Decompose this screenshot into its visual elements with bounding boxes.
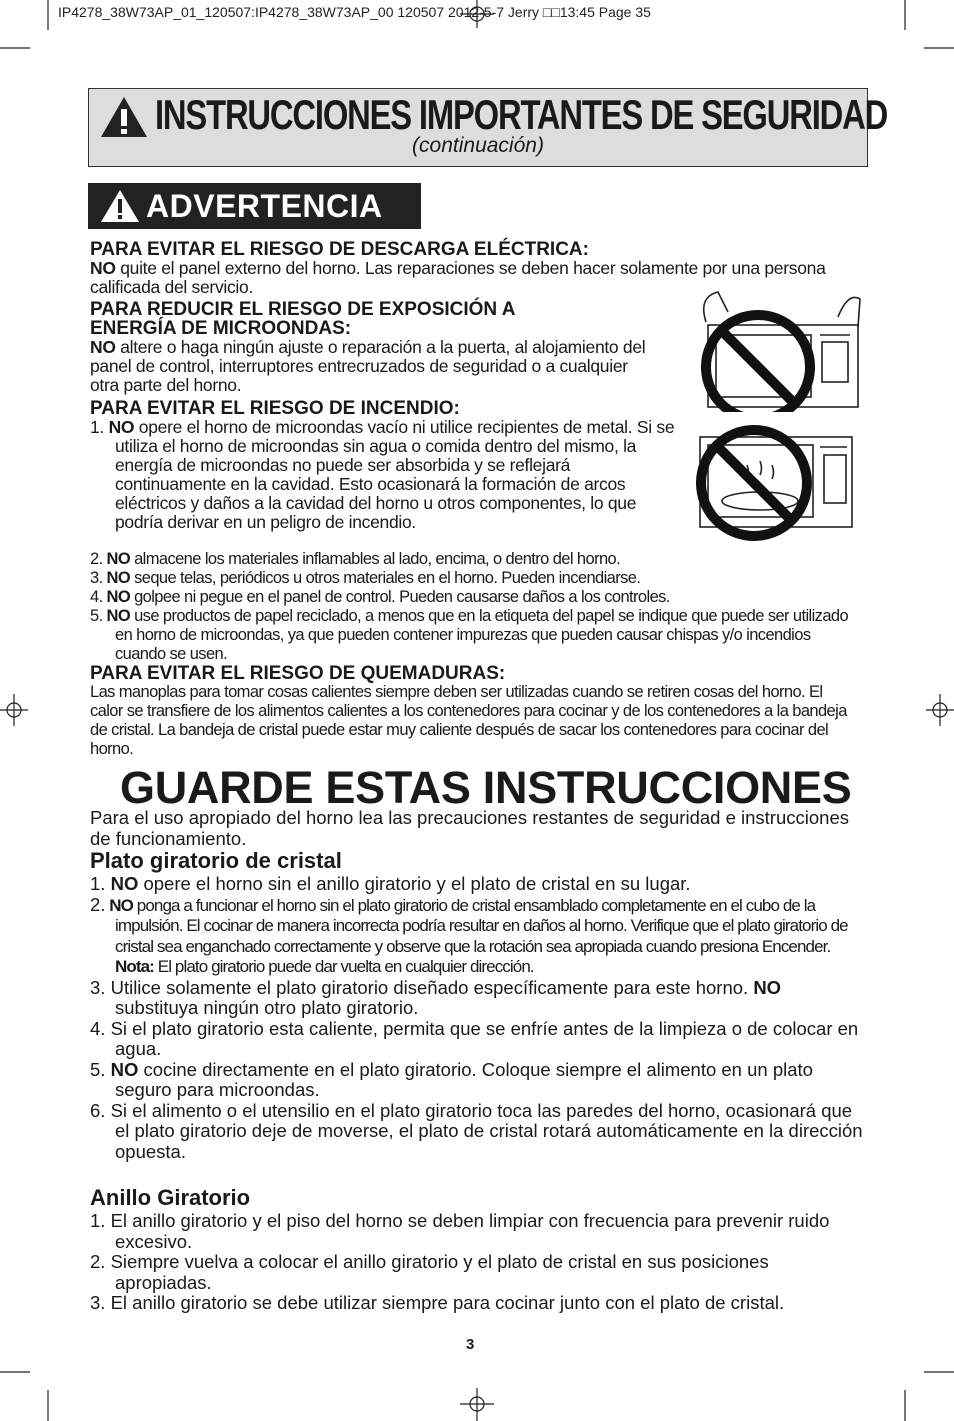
microwave-exposure-section <box>90 300 650 395</box>
list-item: 4. NO golpee ni pegue en el panel de control. Pueden causarse daños a los controles. <box>90 588 670 606</box>
fire-list <box>90 550 852 664</box>
section-heading: PARA EVITAR EL RIESGO DE QUEMADURAS: <box>90 663 506 684</box>
list-item: 2. Siempre vuelva a colocar el anillo giratorio y el plato de cristal en sus posiciones apropiadas. <box>90 1251 769 1293</box>
section-heading: PARA REDUCIR EL RIESGO DE EXPOSICIÓN A <box>90 299 516 320</box>
list-item: 5. NO use productos de papel reciclado, a menos que en la etiqueta del papel se indique que puede ser utilizado en horno de microondas, ya que pueden contener impurezas que pueden causar chispas y/o incendios cuando se usen. <box>90 607 849 663</box>
section-heading: Plato giratorio de cristal <box>90 848 342 873</box>
section-heading: ENERGÍA DE MICROONDAS: <box>90 318 352 339</box>
section-text: NO altere o haga ningún ajuste o reparación a la puerta, al alojamiento del panel de control, interruptores entrecruzados de seguridad o a cualquier otra parte del horno. <box>90 337 646 395</box>
list-item: 2. NO ponga a funcionar el horno sin el plato giratorio de cristal ensamblado completamente en el cubo de la impulsión. El cocinar de manera incorrecta podría resultar en daños al horno. Verifique que el plato giratorio de cristal sea enganchado correctamente y observe que la rotación sea apropiada cuando presiona Encender. Nota: El plato giratorio puede dar vuelta en cualquier dirección. <box>90 893 848 976</box>
glass-tray-section <box>90 848 865 1162</box>
print-slug: IP4278_38W73AP_01_120507:IP4278_38W73AP_00 120507 2012-5-7 Jerry □□13:45 Page 35 <box>58 4 651 20</box>
fire-section <box>90 399 690 532</box>
warning-banner <box>88 183 421 229</box>
registration-mark <box>0 694 28 726</box>
list-item: 1. El anillo giratorio y el piso del horno se deben limpiar con frecuencia para prevenir ruido excesivo. <box>90 1210 830 1252</box>
list-item: 3. Utilice solamente el plato giratorio diseñado específicamente para este horno. NO substituya ningún otro plato giratorio. <box>90 976 782 1018</box>
warning-label: ADVERTENCIA <box>146 188 383 224</box>
save-instructions-text: Para el uso apropiado del horno lea las precauciones restantes de seguridad e instrucciones de funcionamiento. <box>90 807 849 849</box>
warning-triangle-icon <box>100 189 140 223</box>
list-item: 5. NO cocine directamente en el plato giratorio. Coloque siempre el alimento en un plato seguro para microondas. <box>90 1058 813 1100</box>
list-item: 1. NO opere el horno sin el anillo giratorio y el plato de cristal en su lugar. <box>90 873 691 894</box>
list-item: 4. Si el plato giratorio esta caliente, permita que se enfríe antes de la limpieza o de colocar en agua. <box>90 1017 859 1059</box>
section-heading: PARA EVITAR EL RIESGO DE DESCARGA ELÉCTRICA: <box>90 239 589 260</box>
page-number: 3 <box>466 1336 475 1353</box>
page-title: INSTRUCCIONES IMPORTANTES DE SEGURIDAD <box>155 91 888 138</box>
list-item: 1. NO opere el horno de microondas vacío ni utilice recipientes de metal. Si se utiliza el horno de microondas sin agua o comida dentro del mismo, la energía de microondas no puede ser absorbida y se reflejará continuamente en la cavidad. Esto ocasionará la formación de arcos eléctricos y daños a la cavidad del horno u otros componentes, lo que podría derivar en un peligro de incendio. <box>90 417 675 532</box>
no-empty-oven-illustration <box>692 425 857 543</box>
section-heading: Anillo Giratorio <box>90 1185 251 1210</box>
no-open-oven-illustration <box>688 287 868 412</box>
save-instructions-title: GUARDE ESTAS INSTRUCCIONES <box>120 762 852 813</box>
list-item: 3. NO seque telas, periódicos u otros materiales en el horno. Pueden incendiarse. <box>90 569 641 587</box>
registration-mark <box>926 694 954 726</box>
safety-header <box>88 88 888 167</box>
turntable-ring-section <box>90 1185 860 1314</box>
list-item: 2. NO almacene los materiales inflamables al lado, encima, o dentro del horno. <box>90 550 621 568</box>
registration-mark <box>460 1388 494 1421</box>
section-text: Las manoplas para tomar cosas calientes siempre deben ser utilizadas cuando se retiren cosas del horno. El calor se transfiere de los alimentos calientes a los contenedores para cocinar y de los contenedores a la bandeja de cristal. La bandeja de cristal puede estar muy caliente después de sacar los contenedores para cocinar del horno. <box>90 683 847 758</box>
page-subtitle: (continuación) <box>412 134 544 157</box>
section-heading: PARA EVITAR EL RIESGO DE INCENDIO: <box>90 398 460 419</box>
list-item: 3. El anillo giratorio se debe utilizar siempre para cocinar junto con el plato de cristal. <box>90 1292 785 1313</box>
warning-triangle-icon <box>99 95 149 139</box>
section-text: NO quite el panel externo del horno. Las reparaciones se deben hacer solamente por una persona calificada del servicio. <box>90 258 826 297</box>
list-item: 6. Si el alimento o el utensilio en el plato giratorio toca las paredes del horno, ocasionará que el plato giratorio deje de moverse, el plato de cristal rotará automáticamente en la dirección opuesta. <box>90 1099 863 1162</box>
burn-section <box>90 664 858 759</box>
registration-mark <box>460 0 494 28</box>
